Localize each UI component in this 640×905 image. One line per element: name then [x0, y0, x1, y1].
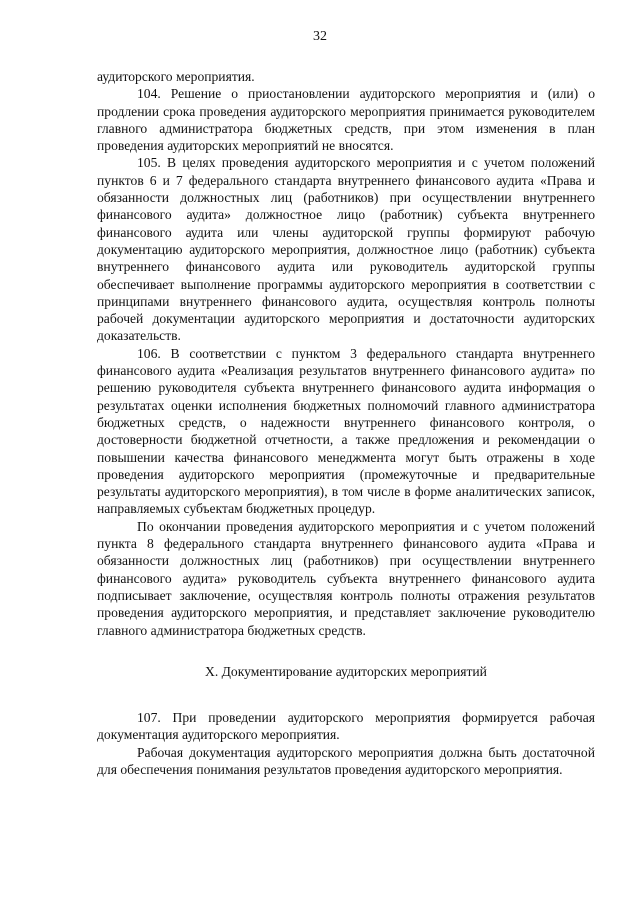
paragraph-107: 107. При проведении аудиторского мероприятия формируется рабочая документация аудиторского мероприятия.: [97, 710, 595, 743]
section-heading: X. Документирование аудиторских мероприятий: [205, 663, 487, 679]
page-number: 32: [313, 29, 327, 44]
document-body: [97, 68, 595, 778]
paragraph-105: 105. В целях проведения аудиторского мероприятия и с учетом положений пунктов 6 и 7 федерального стандарта внутреннего финансового аудита «Права и обязанности должностных лиц (работников) при осуществлении внутреннего финансового аудита» должностное лицо (работник) субъекта внутреннего финансового аудита или члены аудиторской группы формируют рабочую документацию аудиторского мероприятия, должностное лицо (работник) субъекта внутреннего финансового аудита или руководитель аудиторской группы обеспечивает выполнение программы аудиторского мероприятия в соответствии с принципами внутреннего финансового аудита, осуществляя контроль полноты рабочей документации аудиторского мероприятия и достаточности аудиторских доказательств.: [97, 155, 595, 344]
paragraph-106: 106. В соответствии с пунктом 3 федерального стандарта внутреннего финансового аудита «Реализация результатов внутреннего финансового аудита» по решению руководителя субъекта внутреннего финансового аудита информация о результатах оценки исполнения бюджетных полномочий главного администратора бюджетных средств, о надежности внутреннего финансового контроля, о достоверности бюджетной отчетности, а также предложения и рекомендации о повышении качества финансового менеджмента могут быть отражены в ходе проведения аудиторского мероприятия (промежуточные и предварительные результаты аудиторского мероприятия), в том числе в форме аналитических записок, направляемых субъектам бюджетных процедур.: [97, 345, 595, 517]
paragraph-continuation: аудиторского мероприятия.: [97, 69, 255, 84]
paragraph-107-continuation: Рабочая документация аудиторского мероприятия должна быть достаточной для обеспечения понимания результатов проведения аудиторского мероприятия.: [97, 744, 595, 777]
paragraph-104: 104. Решение о приостановлении аудиторского мероприятия и (или) о продлении срока проведения аудиторского мероприятия принимается руководителем главного администратора бюджетных средств, при этом изменения в план проведения аудиторских мероприятий не вносятся.: [97, 86, 595, 154]
paragraph-106-continuation: По окончании проведения аудиторского мероприятия и с учетом положений пункта 8 федерального стандарта внутреннего финансового аудита «Права и обязанности должностных лиц (работников) при осуществлении внутреннего финансового аудита» руководитель субъекта внутреннего финансового аудита подписывает заключение, осуществляя контроль полноты отражения результатов проведения аудиторского мероприятия, и представляет заключение руководителю главного администратора бюджетных средств.: [97, 518, 595, 638]
